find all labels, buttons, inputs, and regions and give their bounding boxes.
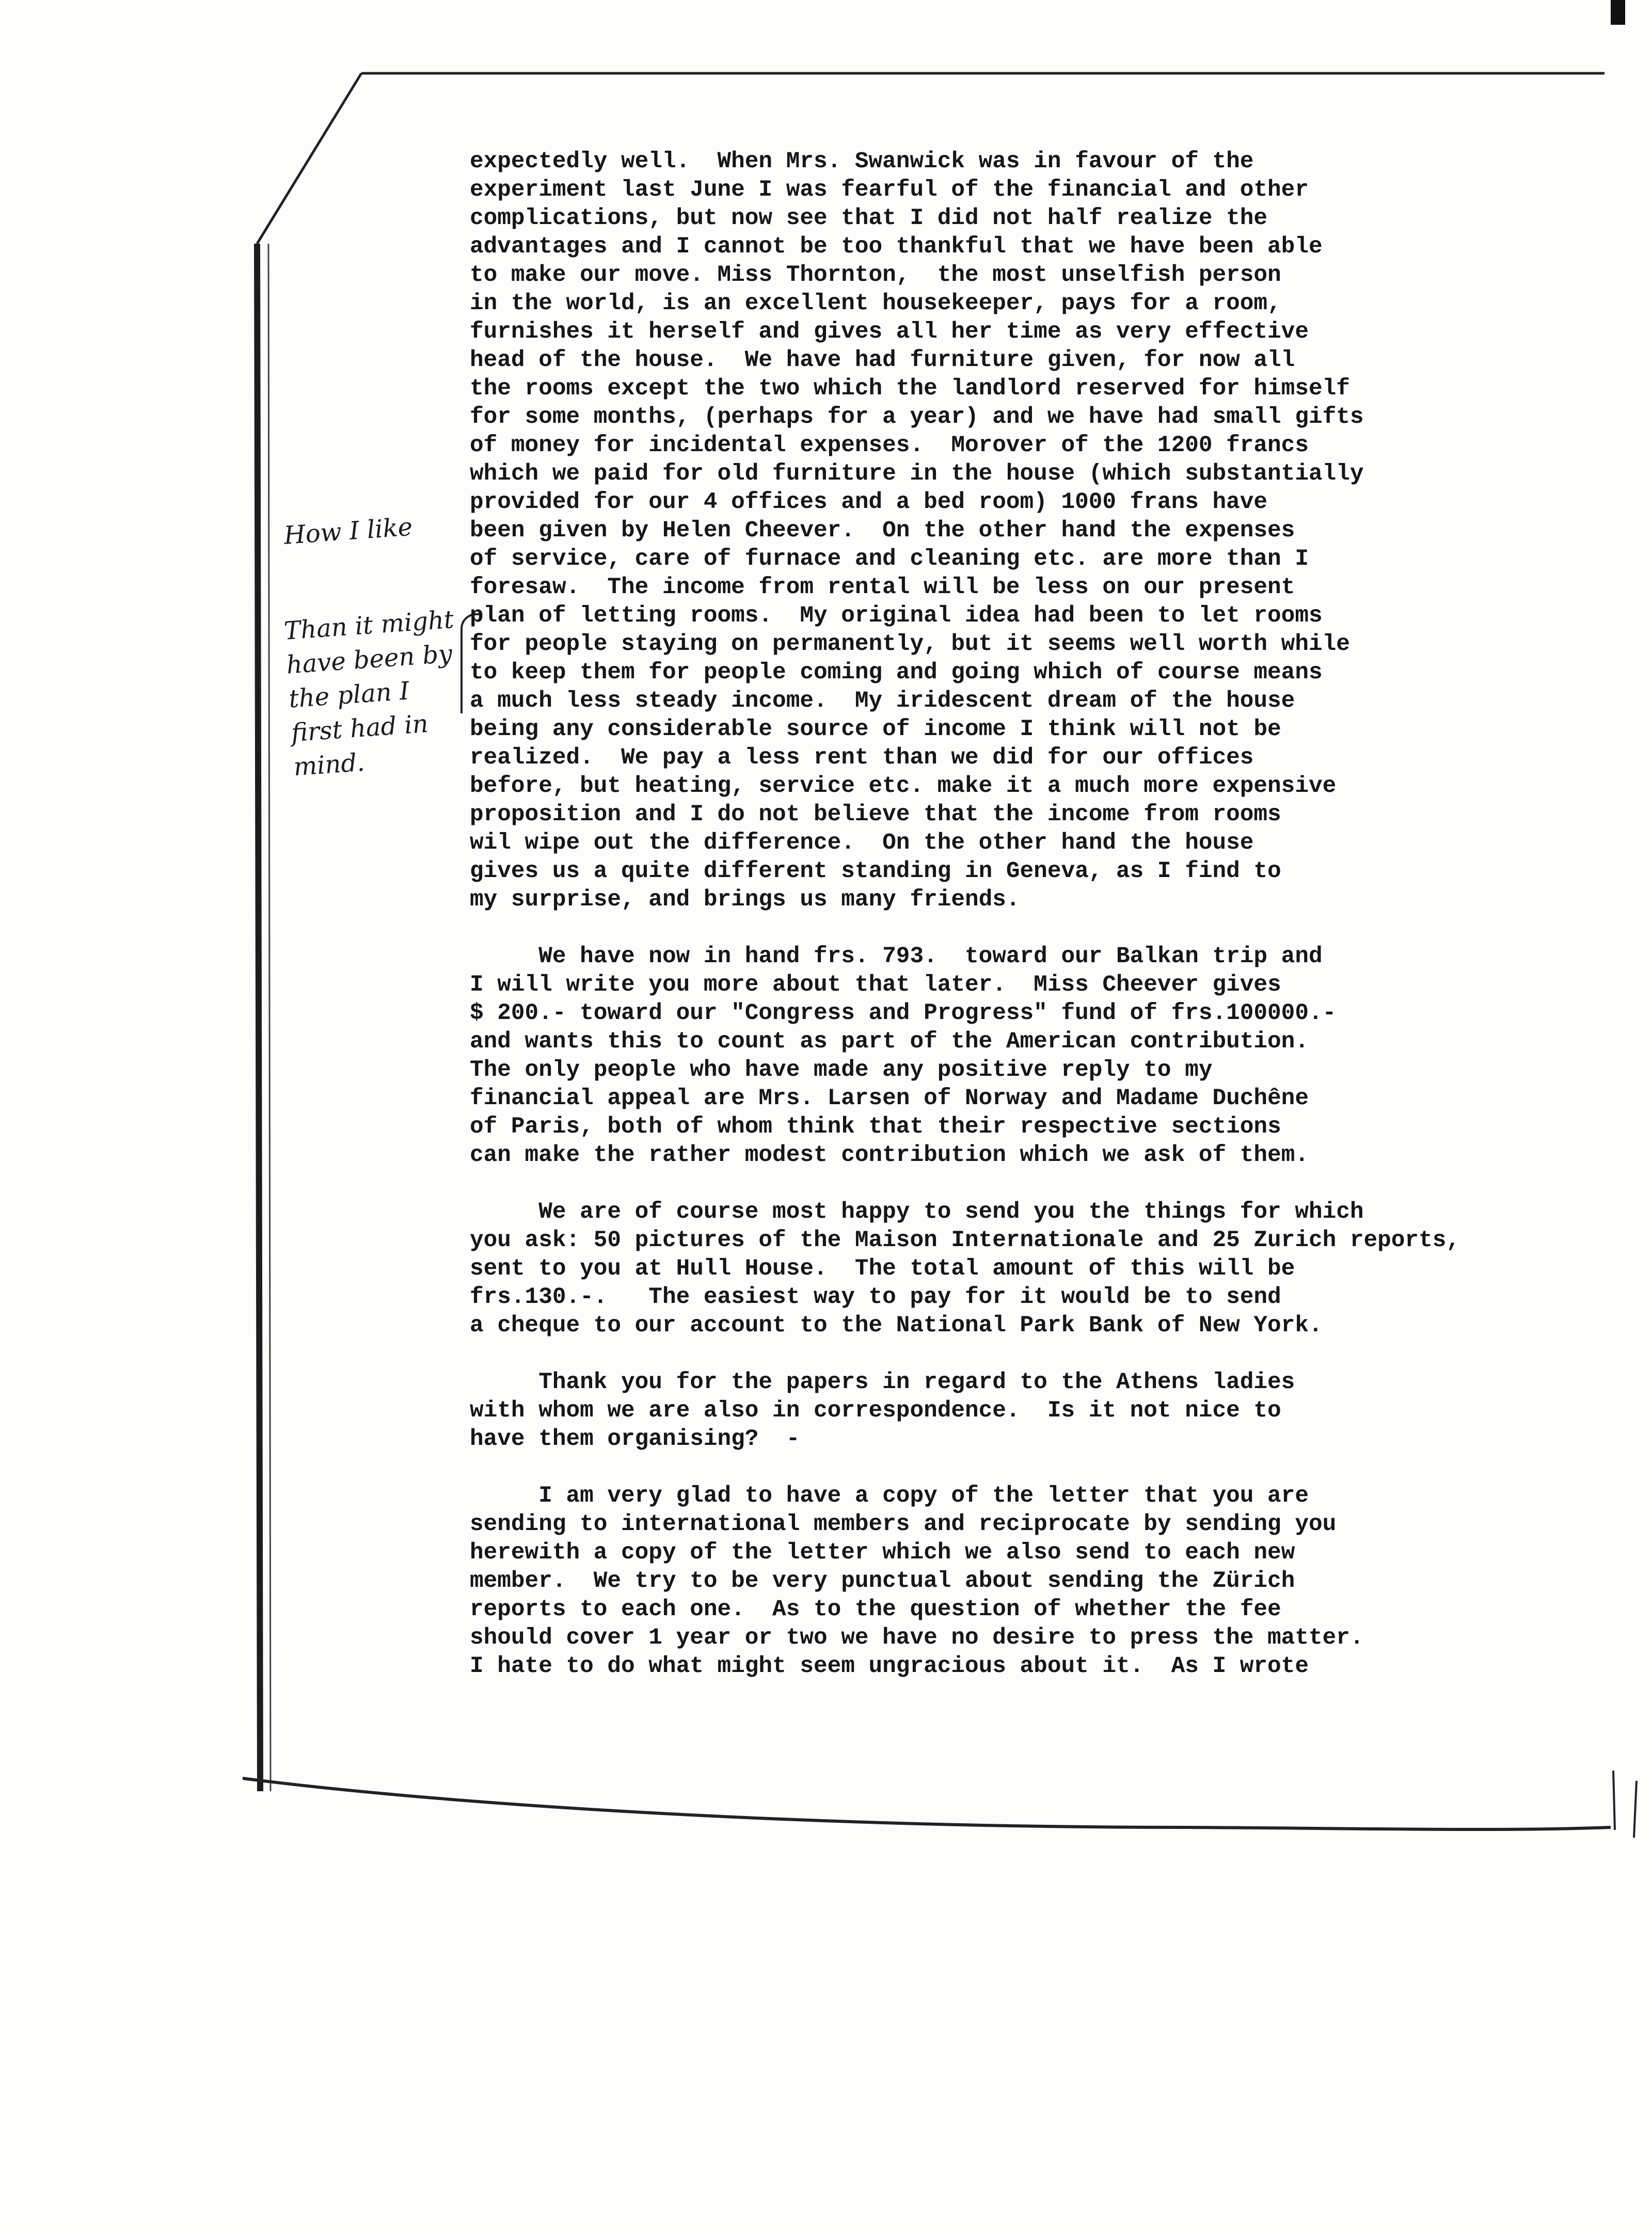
text-line: been given by Helen Cheever. On the other hand the expenses [470,518,1295,544]
text-line: wil wipe out the difference. On the other hand the house [470,830,1254,856]
text-line: and wants this to count as part of the American contribution. [470,1029,1309,1055]
text-line: the rooms except the two which the landlord reserved for himself [470,376,1350,402]
text-line: in the world, is an excellent housekeeper, pays for a room, [470,291,1281,316]
text-line: to keep them for people coming and going which of course means [470,660,1323,686]
text-line: which we paid for old furniture in the house (which substantially [470,461,1364,487]
text-line: of service, care of furnace and cleaning etc. are more than I [470,546,1309,572]
margin-note-2: Than it might have been by the plan I first had in mind. [283,605,455,782]
text-line: advantages and I cannot be too thankful that we have been able [470,234,1323,260]
text-line: a cheque to our account to the National Park Bank of New York. [470,1313,1323,1339]
text-line: proposition and I do not believe that the income from rooms [470,802,1281,827]
paragraph-1 [470,148,1564,914]
text-line: expectedly well. When Mrs. Swanwick was in favour of the [470,149,1254,174]
text-line: experiment last June I was fearful of the financial and other [470,177,1309,203]
text-line: before, but heating, service etc. make it a much more expensive [470,773,1337,799]
text-line: Thank you for the papers in regard to the Athens ladies [470,1369,1295,1395]
text-line: foresaw. The income from rental will be less on our present [470,575,1295,600]
text-line: realized. We pay a less rent than we did for our offices [470,745,1254,771]
paragraph-2 [470,943,1564,1170]
text-line: should cover 1 year or two we have no desire to press the matter. [470,1625,1364,1651]
text-line: sent to you at Hull House. The total amount of this will be [470,1256,1295,1282]
text-line: frs.130.-. The easiest way to pay for it would be to send [470,1284,1281,1310]
text-line: herewith a copy of the letter which we also send to each new [470,1540,1295,1566]
scan-edge-mark [1611,0,1625,25]
text-line: $ 200.- toward our "Congress and Progress" fund of frs.100000.- [470,1000,1337,1026]
text-line: to make our move. Miss Thornton, the most unselfish person [470,262,1281,288]
text-line: I hate to do what might seem ungracious about it. As I wrote [470,1653,1309,1679]
text-line: with whom we are also in correspondence. Is it not nice to [470,1398,1281,1424]
text-line: have them organising? - [470,1426,800,1452]
text-line: I am very glad to have a copy of the letter that you are [470,1483,1309,1509]
text-line: furnishes it herself and gives all her time as very effective [470,319,1309,345]
text-line: head of the house. We have had furniture given, for now all [470,347,1295,373]
text-line: being any considerable source of income I think will not be [470,716,1281,742]
paragraph-4 [470,1368,1564,1454]
paragraph-3 [470,1198,1564,1340]
paragraph-5 [470,1482,1564,1681]
text-line: complications, but now see that I did not half realize the [470,205,1268,231]
text-line: financial appeal are Mrs. Larsen of Norway and Madame Duchêne [470,1086,1309,1111]
text-line: sending to international members and reciprocate by sending you [470,1511,1337,1537]
text-line: provided for our 4 offices and a bed room) 1000 frans have [470,489,1268,515]
letter-body [470,148,1564,1709]
text-line: for some months, (perhaps for a year) and we have had small gifts [470,404,1364,430]
text-line: can make the rather modest contribution which we ask of them. [470,1142,1309,1168]
margin-note-1: How I like [283,512,414,550]
text-line: you ask: 50 pictures of the Maison Internationale and 25 Zurich reports, [470,1228,1460,1253]
text-line: We have now in hand frs. 793. toward our Balkan trip and [470,944,1323,969]
text-line: a much less steady income. My iridescent dream of the house [470,688,1295,714]
text-line: reports to each one. As to the question of whether the fee [470,1597,1281,1622]
text-line: of Paris, both of whom think that their respective sections [470,1114,1281,1140]
text-line: I will write you more about that later. Miss Cheever gives [470,972,1281,998]
text-line: gives us a quite different standing in Geneva, as I find to [470,858,1281,884]
text-line: of money for incidental expenses. Morover of the 1200 francs [470,433,1309,458]
text-line: for people staying on permanently, but it seems well worth while [470,631,1350,657]
text-line: plan of letting rooms. My original idea had been to let rooms [470,603,1323,629]
text-line: We are of course most happy to send you the things for which [470,1199,1364,1225]
text-line: member. We try to be very punctual about sending the Zürich [470,1568,1295,1594]
text-line: my surprise, and brings us many friends. [470,887,1020,913]
text-line: The only people who have made any positive reply to my [470,1057,1213,1083]
